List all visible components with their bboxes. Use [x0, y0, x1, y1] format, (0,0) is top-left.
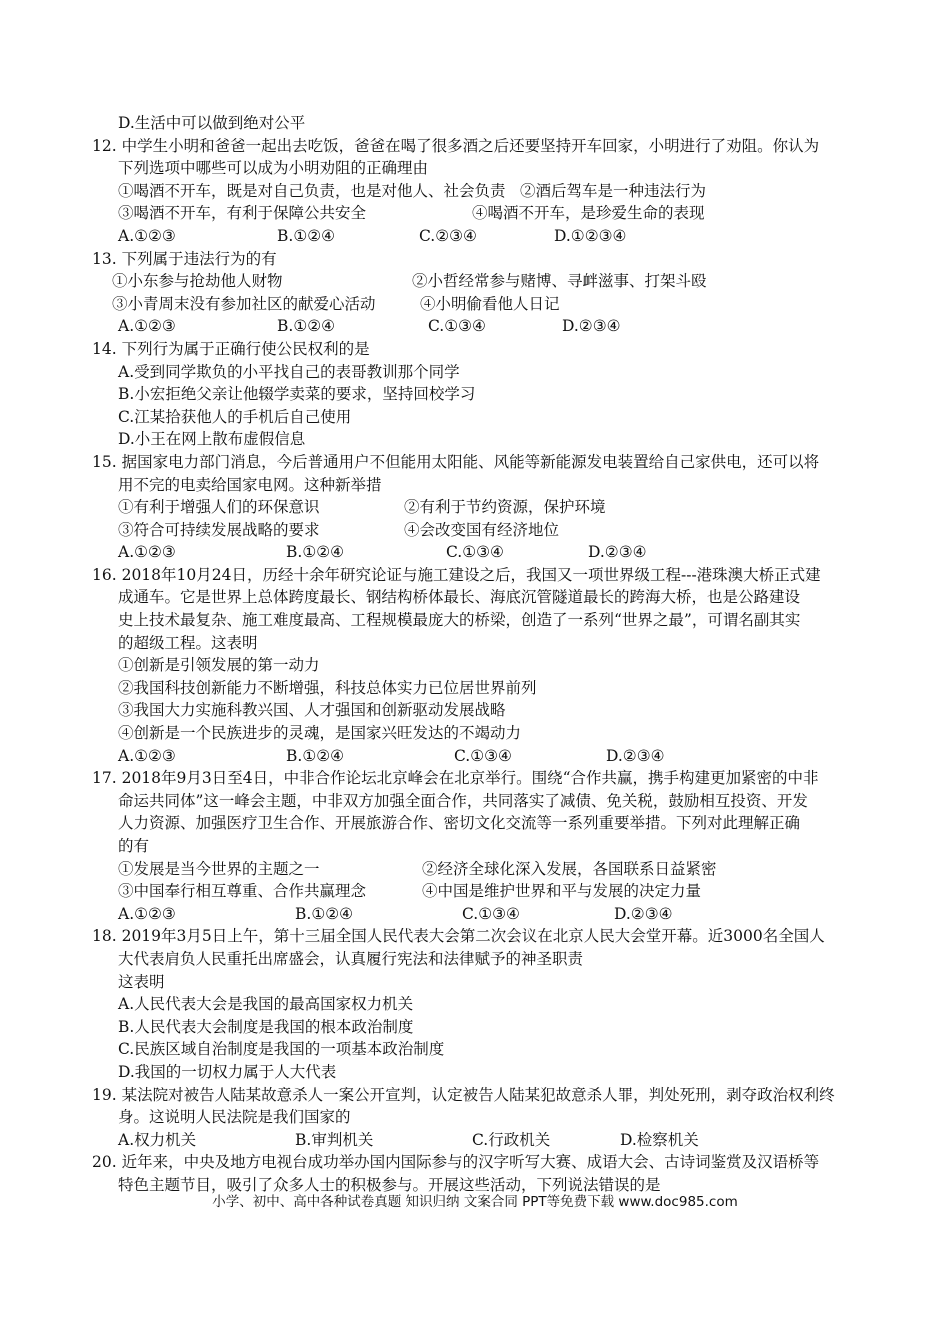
- statement: ②小哲经常参与赌博、寻衅滋事、打架斗殴: [412, 272, 707, 291]
- statement-row: [92, 293, 867, 316]
- choice: D.②③④: [562, 317, 621, 336]
- statement-row: [92, 270, 867, 293]
- statement-row: [92, 496, 867, 519]
- page-footer: 小学、初中、高中各种试卷真题 知识归纳 文案合同 PPT等免费下载 www.doc985.com: [212, 1194, 738, 1210]
- statement: ①小东参与抢劫他人财物: [112, 272, 283, 291]
- statement: ②酒后驾车是一种违法行为: [520, 181, 707, 200]
- question-13: 13. 下列属于违法行为的有: [92, 249, 277, 268]
- statement: ①喝酒不开车，既是对自己负责，也是对他人、社会负责: [118, 181, 506, 200]
- choice: B.①②④: [286, 543, 345, 562]
- choice: C.江某拾获他人的手机后自己使用: [118, 407, 352, 426]
- choice: D.检察机关: [620, 1130, 699, 1149]
- statement: ④创新是一个民族进步的灵魂，是国家兴旺发达的不竭动力: [118, 724, 522, 743]
- statement: ④中国是维护世界和平与发展的决定力量: [422, 882, 702, 901]
- question-text: 的有: [118, 837, 150, 855]
- choice: B.人民代表大会制度是我国的根本政治制度: [118, 1017, 414, 1036]
- statement-row: [92, 180, 867, 203]
- question-16: 16. 2018年10月24日，历经十余年研究论证与施工建设之后，我国又一项世界级工程---港珠澳大桥正式建: [92, 565, 821, 584]
- choices-row: [92, 745, 867, 768]
- choice: A.受到同学欺负的小平找自己的表哥教训那个同学: [118, 362, 460, 381]
- statement: ③喝酒不开车，有利于保障公共安全: [118, 204, 367, 223]
- question-19: 19. 某法院对被告人陆某故意杀人一案公开宣判，认定被告人陆某犯故意杀人罪，判处死刑，剥夺政治权利终: [92, 1085, 835, 1104]
- choice: C.①③④: [428, 317, 486, 336]
- choice: A.①②③: [118, 543, 176, 562]
- choice: A.①②③: [118, 317, 176, 336]
- question-text: 用不完的电卖给国家电网。这种新举措: [118, 475, 382, 494]
- statement: ④会改变国有经济地位: [404, 520, 560, 539]
- question-text: 下列选项中哪些可以成为小明劝阻的正确理由: [118, 159, 429, 178]
- statement: ①有利于增强人们的环保意识: [118, 498, 320, 517]
- choice: A.人民代表大会是我国的最高国家权力机关: [118, 995, 414, 1014]
- choice: C.①③④: [454, 746, 512, 765]
- question-20: 20. 近年来，中央及地方电视台成功举办国内国际参与的汉字听写大赛、成语大会、古诗词鉴赏及汉语桥等: [92, 1153, 820, 1172]
- choice: C.行政机关: [472, 1130, 551, 1149]
- question-14: 14. 下列行为属于正确行使公民权利的是: [92, 339, 370, 358]
- statement: ①创新是引领发展的第一动力: [118, 656, 320, 675]
- choice: C.①③④: [462, 904, 520, 923]
- question-text: 命运共同体”这一峰会主题，中非双方加强全面合作，共同落实了减债、免关税，鼓励相互投资、开发: [118, 791, 808, 810]
- question-text: 史上技术最复杂、施工难度最高、工程规模最庞大的桥梁，创造了一系列“世界之最”，可谓名副其实: [118, 611, 801, 630]
- option-line: D.生活中可以做到绝对公平: [118, 114, 306, 132]
- choices-row: [92, 315, 867, 338]
- question-text: 这表明: [118, 972, 165, 991]
- question-18: 18. 2019年3月5日上午，第十三届全国人民代表大会第二次会议在北京人民大会堂开幕。近3000名全国人: [92, 927, 825, 946]
- choice: D.②③④: [588, 543, 647, 562]
- choice: B.①②④: [277, 226, 336, 245]
- choice: C.②③④: [419, 226, 477, 245]
- statement: ①发展是当今世界的主题之一: [118, 859, 320, 878]
- statement: ③符合可持续发展战略的要求: [118, 520, 320, 539]
- choice: A.权力机关: [118, 1130, 197, 1149]
- choices-row: [92, 903, 867, 926]
- statement-row: [92, 880, 867, 903]
- choice: B.①②④: [277, 317, 336, 336]
- statement-row: [92, 202, 867, 225]
- exam-page: [92, 112, 867, 1197]
- choice: D.小王在网上散布虚假信息: [118, 430, 306, 449]
- choice: B.小宏拒绝父亲让他辍学卖菜的要求，坚持回校学习: [118, 385, 476, 404]
- statement: ②经济全球化深入发展，各国联系日益紧密: [422, 859, 717, 878]
- statement: ④喝酒不开车，是珍爱生命的表现: [472, 204, 705, 223]
- statement-row: [92, 858, 867, 881]
- question-text: 身。这说明人民法院是我们国家的: [118, 1108, 351, 1127]
- question-text: 的超级工程。这表明: [118, 633, 258, 652]
- choice: A.①②③: [118, 746, 176, 765]
- choices-row: [92, 225, 867, 248]
- choice: D.我国的一切权力属于人大代表: [118, 1062, 337, 1081]
- choice: A.①②③: [118, 904, 176, 923]
- statement: ④小明偷看他人日记: [420, 294, 560, 313]
- question-text: 成通车。它是世界上总体跨度最长、钢结构桥体最长、海底沉管隧道最长的跨海大桥，也是公路建设: [118, 588, 801, 607]
- statement: ③我国大力实施科教兴国、人才强国和创新驱动发展战略: [118, 701, 506, 720]
- question-text: 人力资源、加强医疗卫生合作、开展旅游合作、密切文化交流等一系列重要举措。下列对此理解正确: [118, 814, 801, 833]
- choice: B.①②④: [286, 746, 345, 765]
- choice: C.①③④: [446, 543, 504, 562]
- statement: ③中国奉行相互尊重、合作共赢理念: [118, 882, 367, 901]
- choice: D.②③④: [614, 904, 673, 923]
- choice: D.②③④: [606, 746, 665, 765]
- choices-row: [92, 541, 867, 564]
- choice: C.民族区域自治制度是我国的一项基本政治制度: [118, 1040, 445, 1059]
- statement-row: [92, 519, 867, 542]
- choice: A.①②③: [118, 226, 176, 245]
- statement: ③小青周末没有参加社区的献爱心活动: [112, 294, 376, 313]
- question-12: 12. 中学生小明和爸爸一起出去吃饭，爸爸在喝了很多酒之后还要坚持开车回家，小明进行了劝阻。你认为: [92, 136, 820, 155]
- choices-row: [92, 1129, 867, 1152]
- choice: D.①②③④: [554, 226, 627, 245]
- choice: B.审判机关: [295, 1130, 374, 1149]
- question-text: 大代表肩负人民重托出席盛会，认真履行宪法和法律赋予的神圣职责: [118, 949, 584, 968]
- question-15: 15. 据国家电力部门消息，今后普通用户不但能用太阳能、风能等新能源发电装置给自己家供电，还可以将: [92, 452, 820, 471]
- choice: B.①②④: [295, 904, 354, 923]
- statement: ②我国科技创新能力不断增强，科技总体实力已位居世界前列: [118, 678, 537, 697]
- question-17: 17. 2018年9月3日至4日，中非合作论坛北京峰会在北京举行。围绕“合作共赢，携手构建更加紧密的中非: [92, 769, 819, 788]
- question-text: 特色主题节目，吸引了众多人士的积极参与。开展这些活动，下列说法错误的是: [118, 1175, 661, 1194]
- statement: ②有利于节约资源，保护环境: [404, 498, 606, 517]
